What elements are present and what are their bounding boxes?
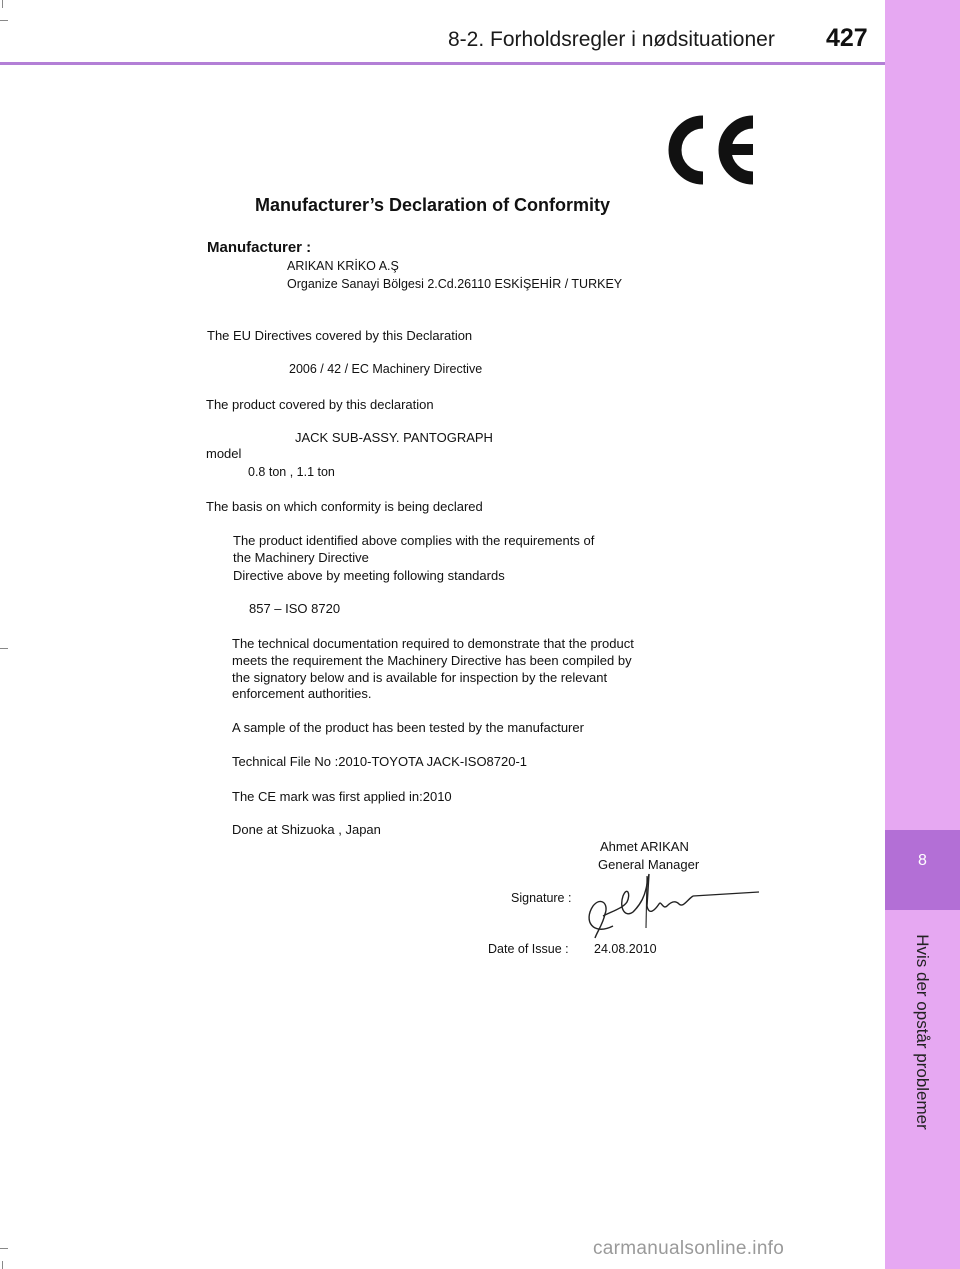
- manufacturer-address: Organize Sanayi Bölgesi 2.Cd.26110 ESKİŞEHİR / TURKEY: [287, 277, 623, 291]
- manufacturer-label: Manufacturer :: [207, 239, 312, 256]
- directives-heading: The EU Directives covered by this Declaration: [207, 328, 473, 343]
- document-title: Manufacturer’s Declaration of Conformity: [255, 195, 611, 215]
- directive: 2006 / 42 / EC Machinery Directive: [289, 362, 483, 376]
- header-rule: [0, 62, 885, 65]
- model-values: 0.8 ton , 1.1 ton: [248, 465, 335, 479]
- signature-label: Signature :: [511, 891, 572, 905]
- product-heading: The product covered by this declaration: [206, 397, 434, 412]
- watermark: carmanualsonline.info: [593, 1238, 785, 1259]
- tech-doc-line: meets the requirement the Machinery Directive has been compiled by: [232, 653, 632, 668]
- model-label: model: [206, 446, 242, 461]
- tech-doc-line: The technical documentation required to demonstrate that the product: [232, 636, 634, 651]
- done-at: Done at Shizuoka , Japan: [232, 822, 381, 837]
- manufacturer-name: ARIKAN KRİKO A.Ş: [287, 259, 399, 273]
- technical-file: Technical File No :2010-TOYOTA JACK-ISO8720-1: [232, 754, 528, 769]
- crop-mark: [0, 20, 8, 21]
- basis-line: Directive above by meeting following standards: [233, 568, 505, 583]
- sample-tested: A sample of the product has been tested by the manufacturer: [232, 720, 584, 735]
- basis-line: The product identified above complies with the requirements of: [233, 533, 595, 548]
- date-value: 24.08.2010: [594, 942, 657, 956]
- tech-doc-line: enforcement authorities.: [232, 686, 372, 701]
- page-number: 427: [826, 24, 868, 52]
- signatory-name: Ahmet ARIKAN: [600, 839, 689, 854]
- ce-mark-icon: [663, 112, 759, 188]
- signature-icon: [583, 866, 763, 941]
- chapter-number: 8: [918, 852, 927, 869]
- crop-mark: [2, 1261, 3, 1269]
- crop-mark: [0, 648, 8, 649]
- crop-mark: [2, 0, 3, 8]
- signatory-title: General Manager: [598, 857, 700, 872]
- chapter-box: [885, 830, 960, 910]
- basis-heading: The basis on which conformity is being declared: [206, 499, 483, 514]
- date-label: Date of Issue :: [488, 942, 569, 956]
- standard: 857 – ISO 8720: [249, 601, 341, 616]
- ce-applied: The CE mark was first applied in:2010: [232, 789, 452, 804]
- product-name: JACK SUB-ASSY. PANTOGRAPH: [295, 430, 493, 445]
- section-title: 8-2. Forholdsregler i nødsituationer: [448, 28, 775, 51]
- chapter-title: Hvis der opstår problemer: [913, 934, 932, 1130]
- crop-mark: [0, 1248, 8, 1249]
- tech-doc-line: the signatory below and is available for inspection by the relevant: [232, 670, 608, 685]
- basis-line: the Machinery Directive: [233, 550, 369, 565]
